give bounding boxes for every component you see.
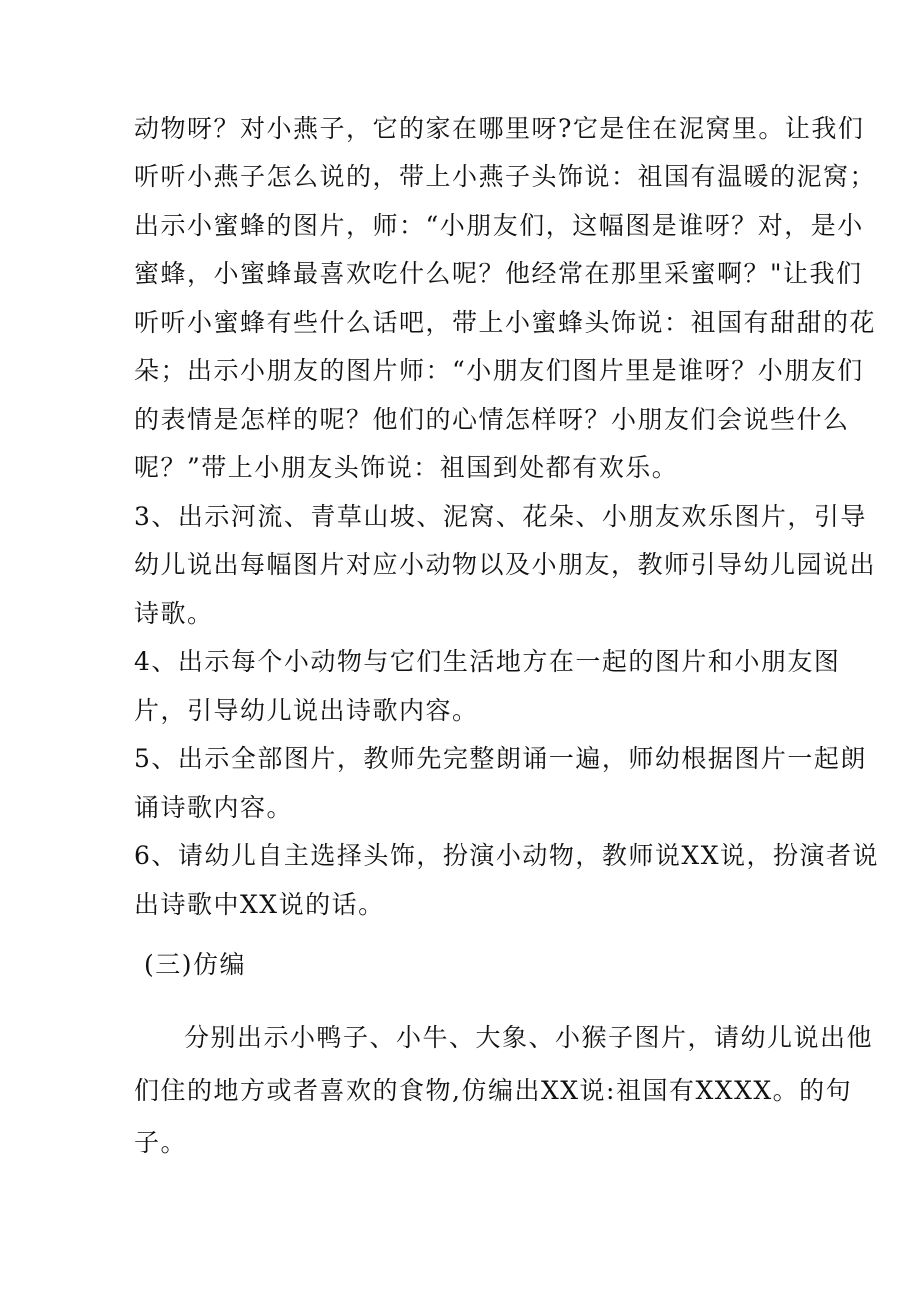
text-line: 出诗歌中XX说的话。 <box>134 890 385 919</box>
text-line: 蜜蜂，小蜜蜂最喜欢吃什么呢？他经常在那里采蜜啊？"让我们 <box>134 259 863 288</box>
text-line: 子。 <box>134 1128 188 1157</box>
step-5-line: 5、出示全部图片，教师先完整朗诵一遍，师幼根据图片一起朗 <box>134 744 867 773</box>
step-6-line: 6、请幼儿自主选择头饰，扮演小动物，教师说XX说，扮演者说 <box>134 841 880 870</box>
text-line: 听听小燕子怎么说的，带上小燕子头饰说：祖国有温暖的泥窝； <box>134 162 877 191</box>
text-line: 诗歌。 <box>134 599 214 628</box>
text-line: 朵；出示小朋友的图片师：“小朋友们图片里是谁呀？小朋友们 <box>134 356 864 385</box>
step-3-line: 3、出示河流、青草山坡、泥窝、花朵、小朋友欢乐图片，引导 <box>134 502 867 531</box>
step-4-line: 4、出示每个小动物与它们生活地方在一起的图片和小朋友图 <box>134 647 841 676</box>
text-line: 出示小蜜蜂的图片，师：“小朋友们，这幅图是谁呀？对，是小 <box>134 211 864 240</box>
text-line: 诵诗歌内容。 <box>134 793 294 822</box>
text-line: 片，引导幼儿说出诗歌内容。 <box>134 696 479 725</box>
text-line: 动物呀？对小燕子，它的家在哪里呀?它是住在泥窝里。让我们 <box>134 114 865 143</box>
text-line: 幼儿说出每幅图片对应小动物以及小朋友，教师引导幼儿园说出 <box>134 550 877 579</box>
text-line: 呢？”带上小朋友头饰说：祖国到处都有欢乐。 <box>134 453 679 482</box>
text-line: 听听小蜜蜂有些什么话吧，带上小蜜蜂头饰说：祖国有甜甜的花 <box>134 308 877 337</box>
text-line: 的表情是怎样的呢？他们的心情怎样呀？小朋友们会说些什么 <box>134 405 850 434</box>
text-line: 们住的地方或者喜欢的食物,仿编出XX说:祖国有XXXX。的句 <box>134 1076 853 1105</box>
section-heading: (三)仿编 <box>144 950 247 979</box>
paragraph-first-line: 分别出示小鸭子、小牛、大象、小猴子图片，请幼儿说出他 <box>184 1023 874 1052</box>
